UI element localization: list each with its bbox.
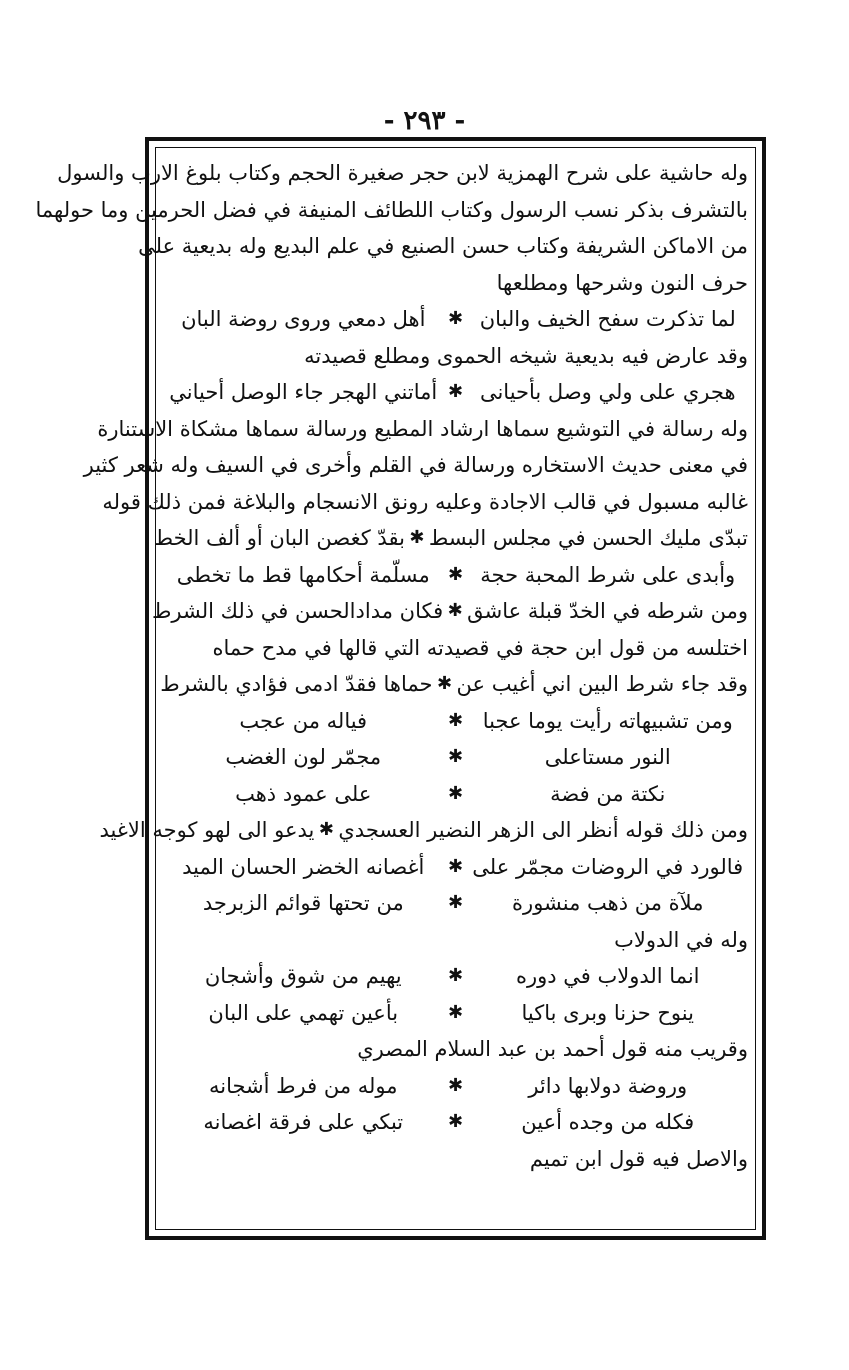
- verse-line: [163, 301, 748, 338]
- prose-line: وقريب منه قول أحمد بن عبد السلام المصري: [357, 1037, 748, 1061]
- verse-hemistich-first: لما تذكرت سفح الخيف والبان: [479, 307, 736, 331]
- asterisk-separator-icon: ✱: [318, 819, 334, 840]
- verse-line: [163, 995, 748, 1032]
- verse-line: [163, 739, 748, 776]
- asterisk-separator-icon: ✱: [447, 892, 464, 913]
- verse-hemistich-second: على عمود ذهب: [235, 781, 372, 806]
- verse-hemistich-second: فكان مدادالحسن في ذلك الشرط: [152, 599, 444, 623]
- prose-line: والاصل فيه قول ابن تميم: [529, 1146, 748, 1171]
- verse-hemistich-first: النور مستاعلى: [544, 745, 671, 769]
- verse-line: [163, 1068, 748, 1105]
- prose-line: وله حاشية على شرح الهمزية لابن حجر صغيرة الحجم وكتاب بلوغ الارب والسول: [57, 161, 748, 185]
- verse-hemistich-first: نكتة من فضة: [550, 781, 666, 806]
- verse-hemistich-second: بأعين تهمي على البان: [208, 1000, 399, 1025]
- verse-hemistich-second: حماها فقدّ ادمى فؤادي بالشرط: [160, 672, 433, 696]
- verse-line: [99, 812, 748, 849]
- verse-line: [152, 593, 748, 630]
- page-body-text: [35, 155, 748, 1226]
- verse-line: [163, 958, 748, 995]
- prose-line: وله رسالة في التوشيع سماها ارشاد المطيع ورسالة سماها مشكاة الاستنارة: [97, 416, 748, 441]
- verse-line: [163, 374, 748, 411]
- asterisk-separator-icon: ✱: [447, 563, 464, 585]
- verse-hemistich-first: انما الدولاب في دوره: [515, 964, 700, 988]
- verse-hemistich-second: أماتني الهجر جاء الوصل أحياني: [169, 380, 438, 404]
- verse-hemistich-second: أغصانه الخضر الحسان الميد: [182, 854, 425, 879]
- verse-hemistich-first: هجري على ولي وصل بأحيانى: [479, 380, 736, 404]
- verse-hemistich-second: فياله من عجب: [239, 708, 368, 733]
- asterisk-separator-icon: ✱: [447, 308, 464, 329]
- verse-line: [163, 557, 748, 594]
- asterisk-separator-icon: ✱: [447, 746, 464, 767]
- verse-line: [160, 666, 748, 703]
- verse-line: [163, 776, 748, 813]
- verse-line: [163, 703, 748, 740]
- verse-line: [163, 885, 748, 922]
- asterisk-separator-icon: ✱: [447, 1111, 464, 1132]
- verse-hemistich-second: موله من فرط أشجانه: [208, 1073, 398, 1098]
- asterisk-separator-icon: ✱: [447, 1074, 464, 1096]
- prose-line: في معنى حديث الاستخاره ورسالة في القلم وأخرى في السيف وله شعر كثير: [83, 453, 748, 477]
- verse-hemistich-first: فكله من وجده أعين: [521, 1110, 695, 1134]
- verse-hemistich-second: مجمّر لون الغضب: [225, 745, 382, 769]
- asterisk-separator-icon: ✱: [447, 855, 464, 877]
- prose-line: وقد عارض فيه بديعية شيخه الحموى ومطلع قصيدته: [304, 343, 748, 368]
- verse-hemistich-first: فالورد في الروضات مجمّر على: [472, 854, 744, 879]
- page-frame: [35, 137, 766, 1240]
- asterisk-separator-icon: ✱: [447, 1001, 464, 1023]
- asterisk-separator-icon: ✱: [409, 527, 425, 548]
- verse-hemistich-second: مسلّمة أحكامها قط ما تخطى: [176, 562, 430, 587]
- verse-hemistich-second: يدعو الى لهو كوجه الاغيد: [99, 818, 315, 842]
- verse-hemistich-first: ينوح حزنا وبرى باكيا: [521, 1000, 694, 1025]
- verse-hemistich-first: وأبدى على شرط المحبة حجة: [480, 562, 736, 587]
- verse-hemistich-first: ومن ذلك قوله أنظر الى الزهر النضير العسجدي: [338, 818, 748, 842]
- prose-line: اختلسه من قول ابن حجة في قصيدته التي قالها في مدح حماه: [212, 635, 748, 660]
- asterisk-separator-icon: ✱: [447, 381, 464, 402]
- verse-hemistich-first: وروضة دولابها دائر: [528, 1073, 688, 1098]
- verse-hemistich-second: يهيم من شوق وأشجان: [204, 964, 402, 988]
- asterisk-separator-icon: ✱: [447, 782, 464, 804]
- verse-hemistich-first: تبدّى مليك الحسن في مجلس البسط: [428, 526, 748, 550]
- prose-line: غالبه مسبول في قالب الاجادة وعليه رونق الانسجام والبلاغة فمن ذلك قوله: [102, 489, 748, 514]
- verse-line: [163, 849, 748, 886]
- verse-hemistich-first: ملآة من ذهب منشورة: [512, 891, 704, 915]
- prose-line: حرف النون وشرحها ومطلعها: [496, 270, 748, 295]
- prose-line: بالتشرف بذكر نسب الرسول وكتاب اللطائف المنيفة في فضل الحرمين وما حولهما: [35, 197, 748, 222]
- verse-hemistich-second: تبكي على فرقة اغصانه: [203, 1110, 404, 1134]
- verse-line: [163, 1104, 748, 1141]
- asterisk-separator-icon: ✱: [436, 673, 453, 694]
- verse-hemistich-first: ومن شرطه في الخدّ قبلة عاشق: [467, 599, 748, 623]
- verse-hemistich-second: من تحتها قوائم الزبرجد: [202, 891, 404, 915]
- asterisk-separator-icon: ✱: [447, 709, 464, 731]
- verse-hemistich-second: بقدّ كغصن البان أو ألف الخط: [153, 526, 405, 550]
- page-number: - ٢٩٣ -: [383, 106, 466, 136]
- prose-line: وله في الدولاب: [614, 927, 748, 952]
- verse-hemistich-first: ومن تشبيهاته رأيت يوما عجبا: [482, 708, 733, 733]
- verse-hemistich-second: أهل دمعي وروى روضة البان: [181, 307, 426, 331]
- prose-line: من الاماكن الشريفة وكتاب حسن الصنيع في علم البديع وله بديعية على: [138, 234, 748, 258]
- asterisk-separator-icon: ✱: [447, 600, 463, 621]
- asterisk-separator-icon: ✱: [447, 965, 464, 986]
- verse-hemistich-first: وقد جاء شرط البين اني أغيب عن: [456, 672, 748, 696]
- verse-line: [153, 520, 748, 557]
